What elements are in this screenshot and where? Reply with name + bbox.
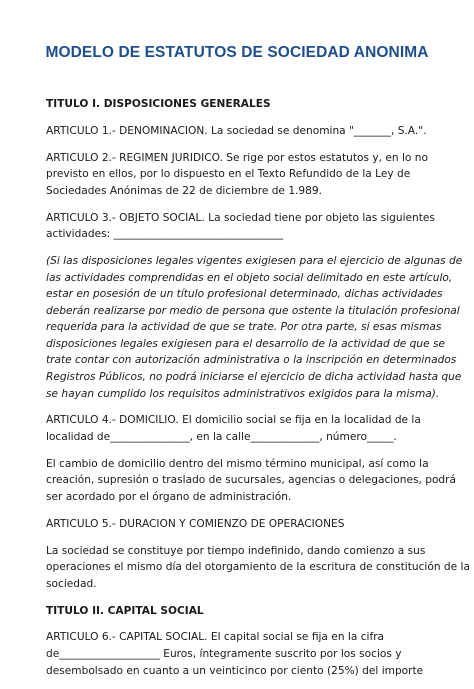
duracion-paragraph	[46, 543, 470, 593]
articulo-2-line: previsto en ellos, por lo dispuesto en el Texto Refundido de la Ley de	[46, 168, 411, 181]
articulo-3-line: actividades: ________________________________	[46, 228, 284, 241]
note-line: Registros Públicos, no podrá iniciarse el ejercicio de dicha actividad hasta que	[46, 371, 462, 384]
note-line: se hayan cumplido los requisitos administrativos exigidos para la misma).	[46, 387, 440, 400]
articulo-4-line: ARTICULO 4.- DOMICILIO. El domicilio social se fija en la localidad de la	[46, 414, 421, 427]
articulo-1	[46, 123, 438, 140]
articulo-6-line: desembolsado en cuanto a un veinticinco por ciento (25%) del importe	[46, 664, 424, 677]
note-line: disposiciones legales exigiesen para el desarrollo de la actividad de que se	[46, 337, 446, 350]
note-line: estar en posesión de un título profesional determinado, dichas actividades	[46, 288, 443, 301]
articulo-3	[46, 210, 438, 243]
articulo-2-line: ARTICULO 2.- REGIMEN JURIDICO. Se rige por estos estatutos y, en lo no	[46, 151, 428, 164]
note-line: requerida para la actividad de que se trate. Por otra parte, si esas mismas	[46, 321, 442, 334]
note-line: (Si las disposiciones legales vigentes exigiesen para el ejercicio de algunas de	[46, 254, 463, 267]
domicilio-line: ser acordado por el órgano de administración.	[46, 491, 292, 503]
articulo-2-line: Sociedades Anónimas de 22 de diciembre de 1.989.	[46, 184, 323, 197]
domicilio-line: creación, supresión o traslado de sucursales, agencias o delegaciones, podrá	[46, 474, 456, 487]
articulo-5-line: ARTICULO 5.- DURACION Y COMIENZO DE OPERACIONES	[46, 517, 345, 530]
document-title: MODELO DE ESTATUTOS DE SOCIEDAD ANONIMA	[45, 44, 429, 61]
duracion-line: sociedad.	[46, 577, 97, 590]
articulo-6-line: ARTICULO 6.- CAPITAL SOCIAL. El capital social se fija en la cifra	[46, 631, 385, 644]
domicilio-line: El cambio de domicilio dentro del mismo término municipal, así como la	[46, 457, 429, 470]
duracion-line: La sociedad se constituye por tiempo indefinido, dando comienzo a sus	[46, 544, 426, 557]
note-line: las actividades comprendidas en el objeto social delimitado en este artículo,	[46, 271, 453, 284]
document-body	[46, 96, 470, 689]
articulo-6-line: de___________________ Euros, íntegramente suscrito por los socios y	[46, 647, 402, 660]
articulo-2	[46, 150, 438, 200]
domicilio-paragraph	[46, 456, 456, 506]
articulo-3-line: ARTICULO 3.- OBJETO SOCIAL. La sociedad tiene por objeto las siguientes	[46, 211, 435, 224]
titulo-1-heading: TITULO I. DISPOSICIONES GENERALES	[46, 98, 271, 110]
articulo-4	[46, 412, 438, 445]
note-line: deberán realizarse por medio de persona que ostente la titulación profesional	[46, 304, 460, 317]
articulo-4-line: localidad de_______________, en la calle_____________, número_____.	[46, 431, 397, 444]
articulo-3-note	[46, 253, 463, 402]
articulo-1-line: ARTICULO 1.- DENOMINACION. La sociedad se denomina "_______, S.A.".	[46, 124, 427, 137]
articulo-5	[46, 516, 438, 533]
titulo-2-heading: TITULO II. CAPITAL SOCIAL	[46, 604, 204, 617]
note-line: trate contar con autorización administrativa o la inscripción en determinados	[46, 354, 457, 367]
articulo-6	[46, 629, 438, 679]
duracion-line: operaciones el mismo día del otorgamiento de la escritura de constitución de la	[46, 561, 470, 574]
